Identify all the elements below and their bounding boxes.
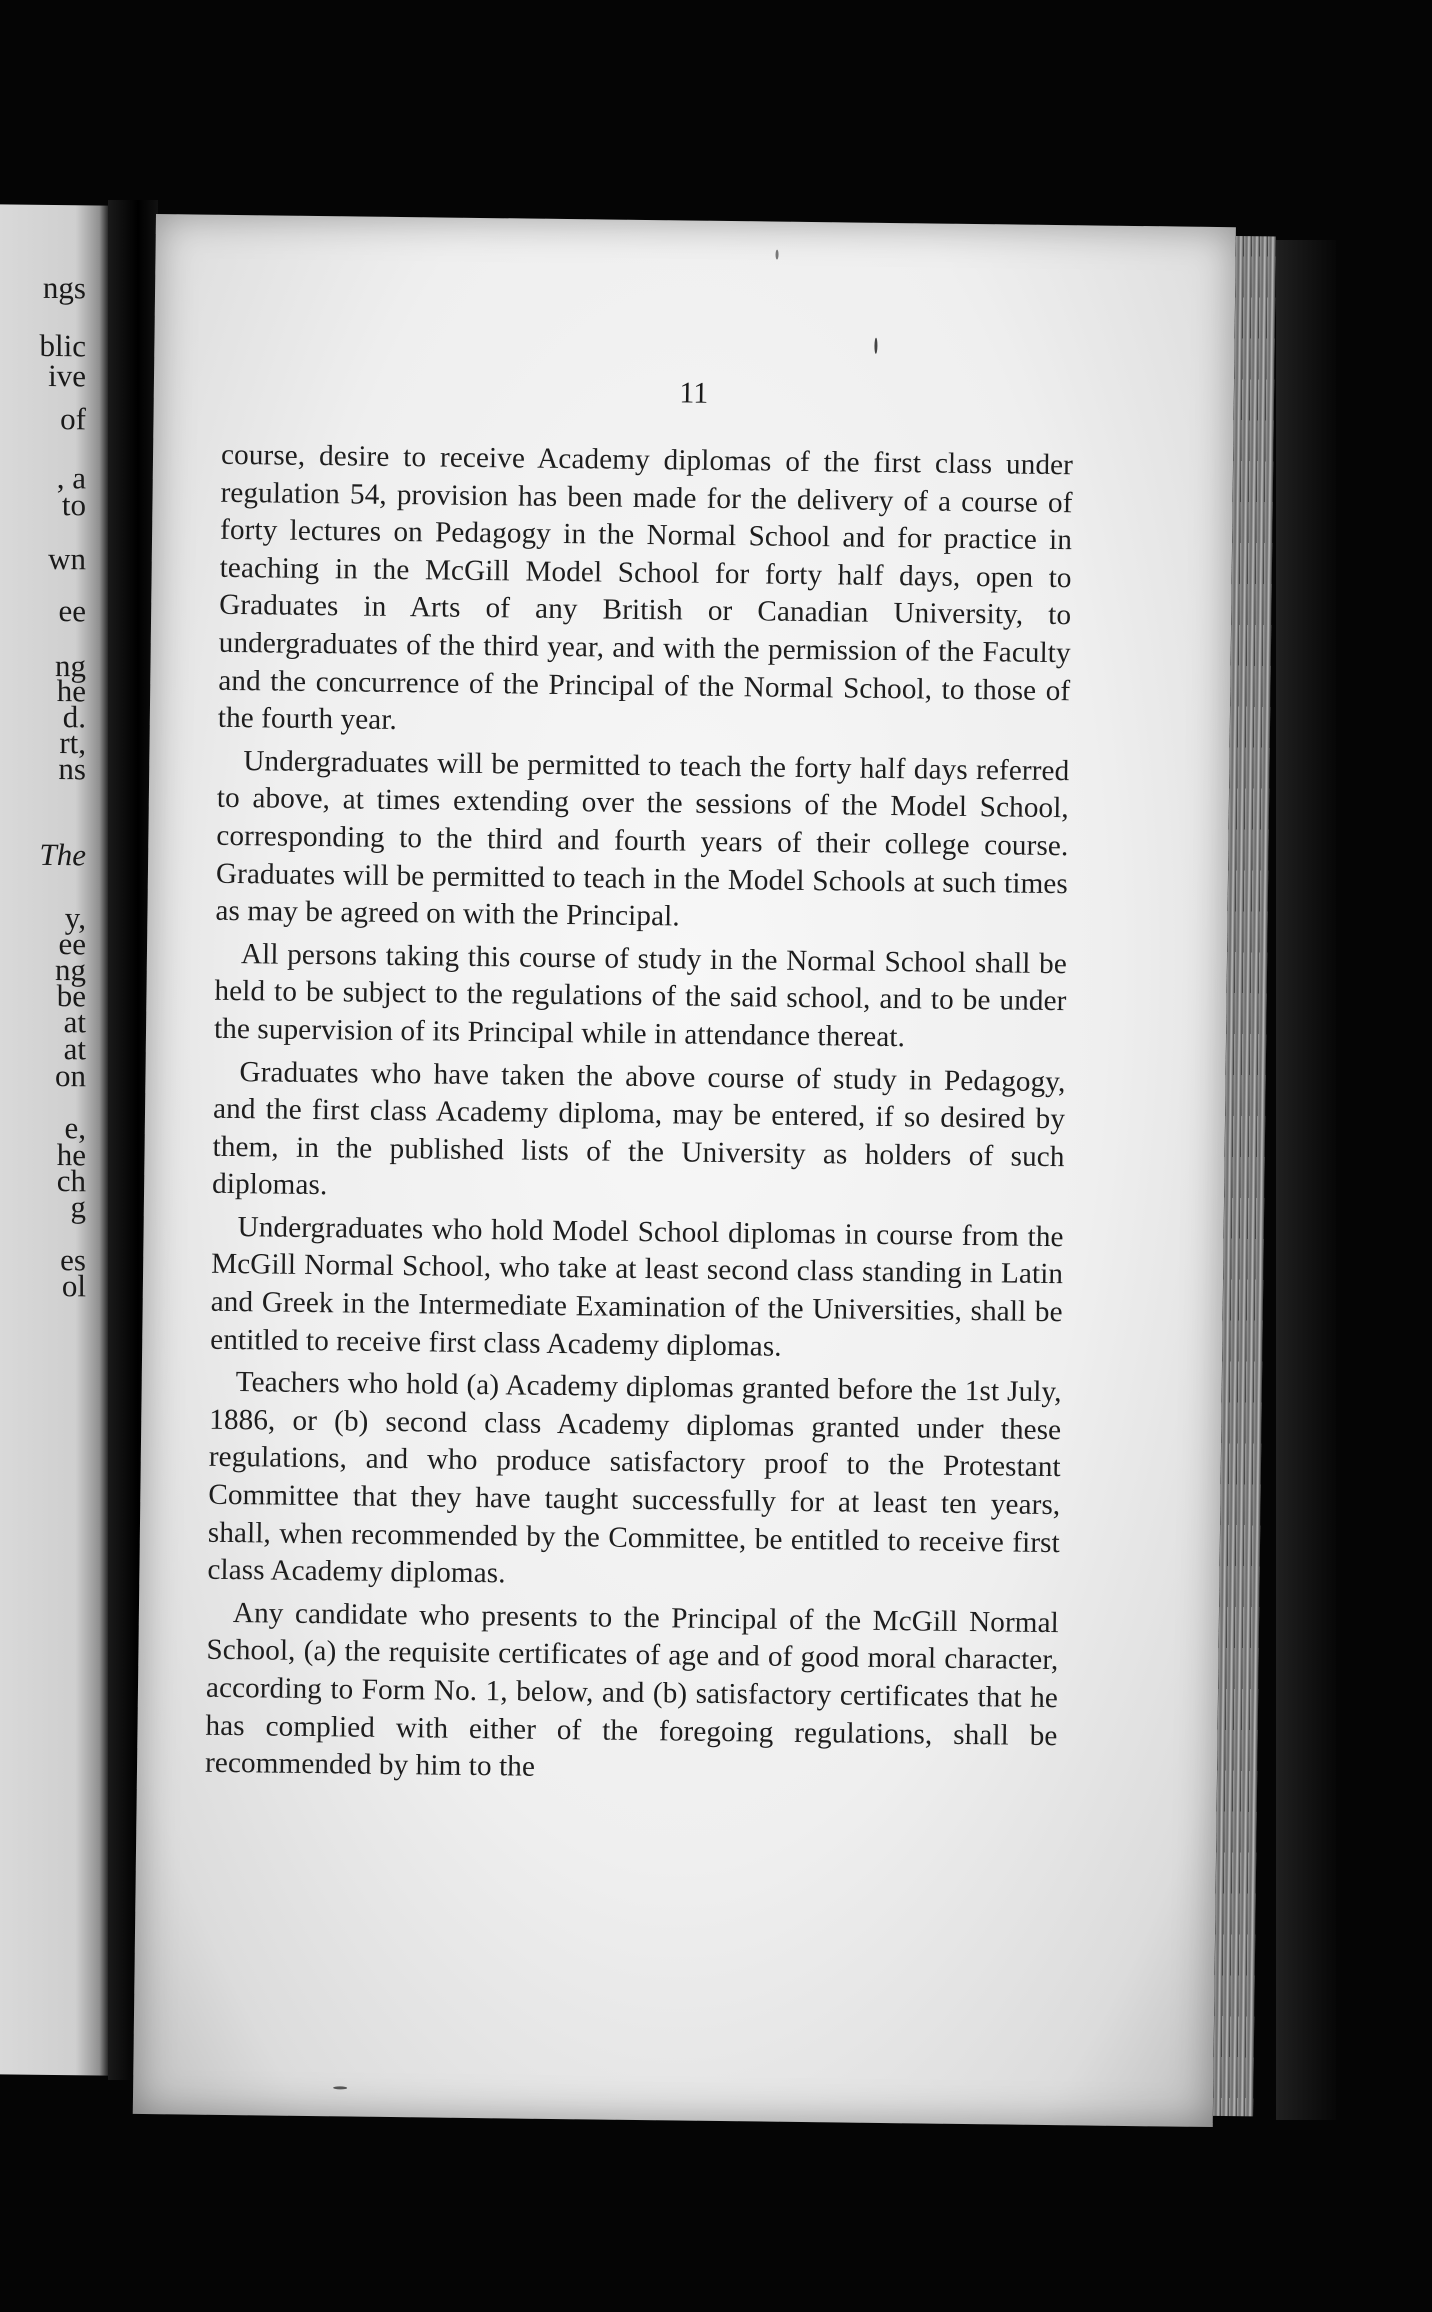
fragment-text: ns <box>58 751 86 787</box>
facing-page-fragment <box>0 204 108 2075</box>
paragraph: Teachers who hold (a) Academy diplomas granted before the 1st July, 1886, or (b) second class Academy diplomas granted under these regulations, and who produce satisfactory proof to the Protestant Committee that they have taught successfully for at least ten years, shall, when recommended by the Committee, be entitled to receive first class Academy diplomas. <box>207 1366 1062 1590</box>
paragraph: Any candidate who presents to the Principal of the McGill Normal School, (a) the requisite certificates of age and of good moral character, according to Form No. 1, below, and (b) satisfactory certificates that he has complied with either of the foregoing regulations, shall be recommended by him to the <box>204 1596 1060 1783</box>
scan-speck <box>874 338 877 354</box>
page-body <box>205 437 1073 1798</box>
fragment-text: to <box>61 487 86 523</box>
scan-speck <box>333 2086 347 2089</box>
fragment-text: y, <box>64 900 86 936</box>
book-cover-edge <box>1276 240 1336 2120</box>
paragraph: course, desire to receive Academy diplomas of the first class under regulation 54, provision has been made for the delivery of a course of forty lectures on Pedagogy in the Normal School and for practice in teaching in the McGill Model School for forty half days, open to Graduates in Arts of any British or Canadian University, to undergraduates of the third year, and with the permission of the Faculty and the concurrence of the Principal of the Normal School, to those of the fourth year. <box>217 438 1074 737</box>
paragraph: Undergraduates will be permitted to teach the forty half days referred to above, at times extending over the sessions of the Model School, corresponding to the third and fourth years of their college course. Graduates will be permitted to teach in the Model Schools at such times as may be agreed on with the Principal. <box>215 744 1070 933</box>
paragraph: Graduates who have taken the above course of study in Pedagogy, and the first class Academy diploma, may be entered, if so desired by them, in the published lists of the University as holders of such diplomas. <box>211 1055 1066 1202</box>
fragment-text: ee <box>58 593 86 629</box>
fragment-text: ive <box>48 357 86 394</box>
fragment-text: ngs <box>42 269 86 306</box>
paragraph: Undergraduates who hold Model School diplomas in course from the McGill Normal School, who take at least second class standing in Latin and Greek in the Intermediate Examination of the Universities, shall be entitled to receive first class Academy diplomas. <box>210 1210 1064 1363</box>
fragment-text: g <box>70 1189 86 1225</box>
fragment-text: ee <box>58 926 86 962</box>
fragment-text: rt, <box>59 725 86 761</box>
fragment-text: he <box>56 1137 86 1173</box>
book-page <box>133 214 1236 2127</box>
facing-page-text <box>0 204 108 2075</box>
scan-speck <box>775 250 778 260</box>
fragment-text: ng <box>55 648 86 684</box>
fragment-text: he <box>56 673 86 709</box>
fragment-text: ng <box>55 952 86 988</box>
page-number: 11 <box>679 376 709 410</box>
paragraph: All persons taking this course of study in the Normal School shall be held to be subject to the regulations of the said school, and to be under the supervision of its Principal while in attendance thereat. <box>213 937 1068 1054</box>
fragment-text: be <box>56 978 86 1014</box>
fragment-text: at <box>63 1031 86 1067</box>
fragment-text: e, <box>64 1110 86 1146</box>
fragment-text: es <box>60 1242 86 1278</box>
fragment-text: The <box>39 836 86 873</box>
fragment-text: of <box>60 401 86 437</box>
fragment-text: blic <box>39 327 86 364</box>
fragment-text: ch <box>56 1163 86 1199</box>
fragment-text: , a <box>56 460 86 496</box>
fragment-text: at <box>63 1004 86 1040</box>
fragment-text: on <box>55 1058 86 1094</box>
fragment-text: ol <box>61 1268 86 1304</box>
fragment-text: d. <box>62 699 86 735</box>
fragment-text: wn <box>48 540 86 577</box>
